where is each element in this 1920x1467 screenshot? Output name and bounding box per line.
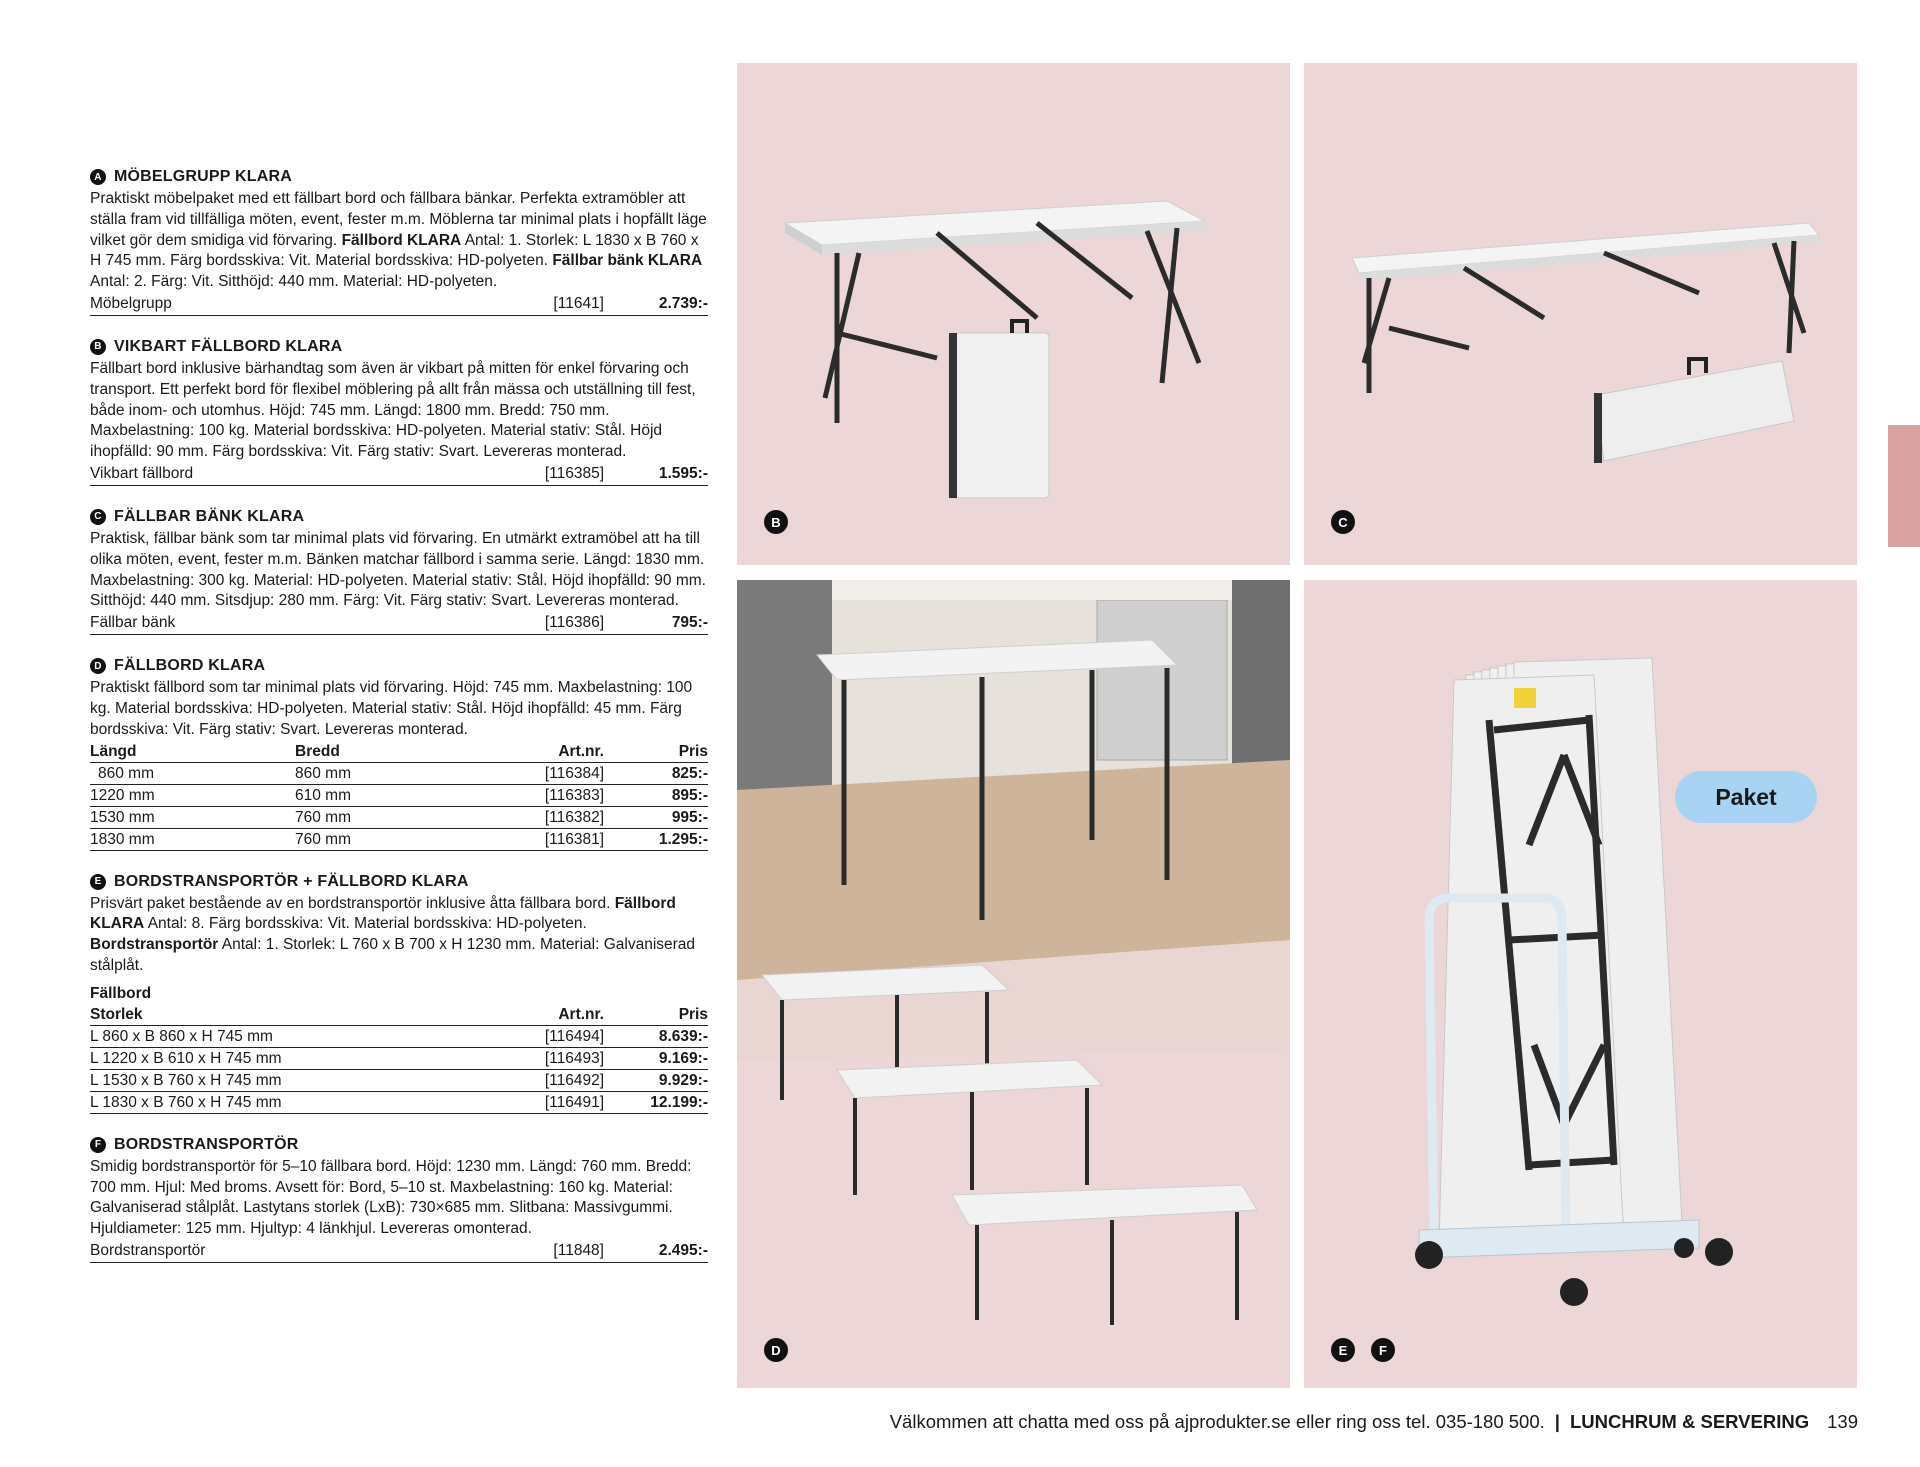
paket-badge: Paket <box>1675 771 1817 823</box>
cell-price: 1.295:- <box>604 828 708 850</box>
col-art: Art.nr. <box>483 1004 604 1026</box>
article-number: [11848] <box>553 1241 604 1259</box>
section-c-badge: C <box>90 509 106 525</box>
table-header-row <box>90 741 708 763</box>
table-row <box>90 828 708 850</box>
cell-width: 760 mm <box>295 828 445 850</box>
cell-width: 760 mm <box>295 806 445 828</box>
section-d-heading <box>90 657 708 675</box>
article-number: [11641] <box>553 294 604 312</box>
product-name: Möbelgrupp <box>90 294 172 312</box>
table-row <box>90 1047 708 1069</box>
product-name: Vikbart fällbord <box>90 464 194 482</box>
col-size: Storlek <box>90 1004 483 1026</box>
table-row <box>90 806 708 828</box>
cell-width: 610 mm <box>295 784 445 806</box>
table-row <box>90 1091 708 1113</box>
section-c-title: FÄLLBAR BÄNK KLARA <box>114 507 305 525</box>
section-a-description: Praktiskt möbelpaket med ett fällbart bord och fällbara bänkar. Perfekta extramöbler att ställa fram vid tillfälliga möten, event, fester m.m. Möblerna tar minimal plats i hopfällt läge vilket gör dem smidiga vid förvaring. Fällbord KLARA Antal: 1. Storlek: L 1830 x B 760 x H 745 mm. Färg bordsskiva: Vit. Material bordsskiva: HD-polyeten. Fällbar bänk KLARA Antal: 2. Färg: Vit. Sitthöjd: 440 mm. Material: HD-polyeten. <box>90 190 707 291</box>
page-number: 139 <box>1827 1411 1858 1432</box>
section-a-price-row <box>90 293 708 316</box>
square-tables-illustration <box>737 580 1290 1388</box>
cell-width: 860 mm <box>295 762 445 784</box>
table-row <box>90 1025 708 1047</box>
section-d <box>90 657 708 850</box>
section-d-title: FÄLLBORD KLARA <box>114 657 266 675</box>
section-f-title: BORDSTRANSPORTÖR <box>114 1135 299 1153</box>
section-e-title: BORDSTRANSPORTÖR + FÄLLBORD KLARA <box>114 872 469 890</box>
article-number: [116386] <box>544 614 604 632</box>
cell-price: 995:- <box>604 806 708 828</box>
cell-price: 895:- <box>604 784 708 806</box>
col-price: Pris <box>604 741 708 763</box>
table-row <box>90 762 708 784</box>
cell-price: 9.169:- <box>604 1047 708 1069</box>
section-f-badge: F <box>90 1137 106 1153</box>
section-f-description: Smidig bordstransportör för 5–10 fällbara bord. Höjd: 1230 mm. Längd: 760 mm. Bredd: 700 mm. Hjul: Med broms. Avsett för: Bord, 5–10 st. Maxbelastning: 160 kg. Material: Galvaniserad stålplåt. Lastytans storlek (LxB): 730×685 mm. Slitbana: Massivgummi. Hjuldiameter: 125 mm. Hjultyp: 4 länkhjul. Levereras omonterad. <box>90 1157 692 1238</box>
section-e-price-table <box>90 1004 708 1114</box>
section-c-price-row <box>90 612 708 635</box>
section-b-price-row <box>90 463 708 486</box>
cell-length: 860 mm <box>90 762 295 784</box>
photo-table-transporter <box>1304 580 1857 1388</box>
footer-separator: | <box>1554 1411 1560 1432</box>
photo-label-d: D <box>764 1338 788 1362</box>
cell-price: 8.639:- <box>604 1025 708 1047</box>
section-a-title: MÖBELGRUPP KLARA <box>114 168 293 185</box>
cell-price: 9.929:- <box>604 1069 708 1091</box>
cell-art: [116492] <box>483 1069 604 1091</box>
price: 795:- <box>671 614 708 632</box>
section-a <box>90 168 708 316</box>
section-d-badge: D <box>90 658 106 674</box>
cell-price: 12.199:- <box>604 1091 708 1113</box>
cell-art: [116384] <box>445 762 604 784</box>
price: 1.595:- <box>658 464 708 482</box>
cell-art: [116382] <box>445 806 604 828</box>
product-name: Fällbar bänk <box>90 614 176 632</box>
section-f-price-row <box>90 1240 708 1263</box>
cell-length: 1220 mm <box>90 784 295 806</box>
footer-contact-text: Välkommen att chatta med oss på ajprodukter.se eller ring oss tel. 035-180 500. <box>889 1411 1545 1432</box>
section-e-heading <box>90 873 708 891</box>
section-e-badge: E <box>90 874 106 890</box>
photo-folding-table <box>737 63 1290 565</box>
section-c-description: Praktisk, fällbar bänk som tar minimal plats vid förvaring. En utmärkt extramöbel att ha till olika möten, event, fester m.m. Bänken matchar fällbord i samma serie. Längd: 1830 mm. Maxbelastning: 300 kg. Material: HD-polyeten. Material stativ: Stål. Höjd ihopfälld: 90 mm. Sitthöjd: 440 mm. Sitsdjup: 280 mm. Färg: Vit. Färg stativ: Svart. Levereras monterad. <box>90 529 706 610</box>
cell-art: [116381] <box>445 828 604 850</box>
col-width: Bredd <box>295 741 445 763</box>
section-e <box>90 873 708 1114</box>
section-e-description: Prisvärt paket bestående av en bordstransportör inklusive åtta fällbara bord. Fällbord KLARA Antal: 8. Färg bordsskiva: Vit. Material bordsskiva: HD-polyeten. Bordstransportör Antal: 1. Storlek: L 760 x B 700 x H 1230 mm. Material: Galvaniserad stålplåt. <box>90 894 696 974</box>
section-b-badge: B <box>90 339 106 355</box>
section-d-price-table <box>90 741 708 851</box>
price: 2.739:- <box>658 294 708 312</box>
price: 2.495:- <box>658 1241 708 1259</box>
col-price: Pris <box>604 1004 708 1026</box>
cell-price: 825:- <box>604 762 708 784</box>
cell-art: [116494] <box>483 1025 604 1047</box>
table-transporter-illustration <box>1304 580 1857 1388</box>
cell-length: 1530 mm <box>90 806 295 828</box>
photo-label-e: E <box>1331 1338 1355 1362</box>
table-header-row <box>90 1004 708 1026</box>
cell-size: L 1530 x B 760 x H 745 mm <box>90 1069 483 1091</box>
cell-size: L 1220 x B 610 x H 745 mm <box>90 1047 483 1069</box>
cell-length: 1830 mm <box>90 828 295 850</box>
section-f-heading <box>90 1136 708 1154</box>
section-b-heading <box>90 338 708 356</box>
photo-label-b: B <box>764 510 788 534</box>
folding-bench-illustration <box>1304 63 1857 565</box>
photo-folding-bench <box>1304 63 1857 565</box>
section-b-description: Fällbart bord inklusive bärhandtag som även är vikbart på mitten för enkel förvaring och transport. Ett perfekt bord för flexibel möblering på allt från mässa och utställning till fest, både inom- och utomhus. Höjd: 745 mm. Längd: 1800 mm. Bredd: 750 mm. Maxbelastning: 100 kg. Material bordsskiva: HD-polyeten. Material stativ: Stål. Höjd ihopfälld: 90 mm. Färg bordsskiva: Vit. Färg stativ: Svart. Levereras monterad. <box>90 359 696 461</box>
section-c-heading <box>90 508 708 526</box>
section-a-badge: A <box>90 169 106 185</box>
photo-square-tables <box>737 580 1290 1388</box>
table-row <box>90 784 708 806</box>
section-b <box>90 338 708 486</box>
section-tab-marker <box>1888 425 1920 547</box>
section-e-subheading: Fällbord <box>90 984 152 1002</box>
folding-table-illustration <box>737 63 1290 565</box>
cell-size: L 1830 x B 760 x H 745 mm <box>90 1091 483 1113</box>
cell-art: [116493] <box>483 1047 604 1069</box>
footer-section-name: LUNCHRUM & SERVERING <box>1569 1411 1810 1432</box>
cell-art: [116491] <box>483 1091 604 1113</box>
section-f <box>90 1136 708 1263</box>
col-length: Längd <box>90 741 295 763</box>
section-d-description: Praktiskt fällbord som tar minimal plats vid förvaring. Höjd: 745 mm. Maxbelastning: 100 kg. Material bordsskiva: HD-polyeten. Material stativ: Stål. Höjd ihopfälld: 45 mm. Färg bordsskiva: Vit. Färg stativ: Svart. Levereras monterad. <box>90 679 693 738</box>
cell-size: L 860 x B 860 x H 745 mm <box>90 1025 483 1047</box>
photo-label-f: F <box>1371 1338 1395 1362</box>
col-art: Art.nr. <box>445 741 604 763</box>
section-c <box>90 508 708 635</box>
product-text-column <box>90 168 708 1285</box>
photo-label-c: C <box>1331 510 1355 534</box>
cell-art: [116383] <box>445 784 604 806</box>
section-b-title: VIKBART FÄLLBORD KLARA <box>114 337 343 355</box>
table-row <box>90 1069 708 1091</box>
section-a-heading <box>90 168 708 186</box>
page-footer <box>890 1411 1858 1433</box>
product-name: Bordstransportör <box>90 1241 206 1259</box>
article-number: [116385] <box>544 464 604 482</box>
